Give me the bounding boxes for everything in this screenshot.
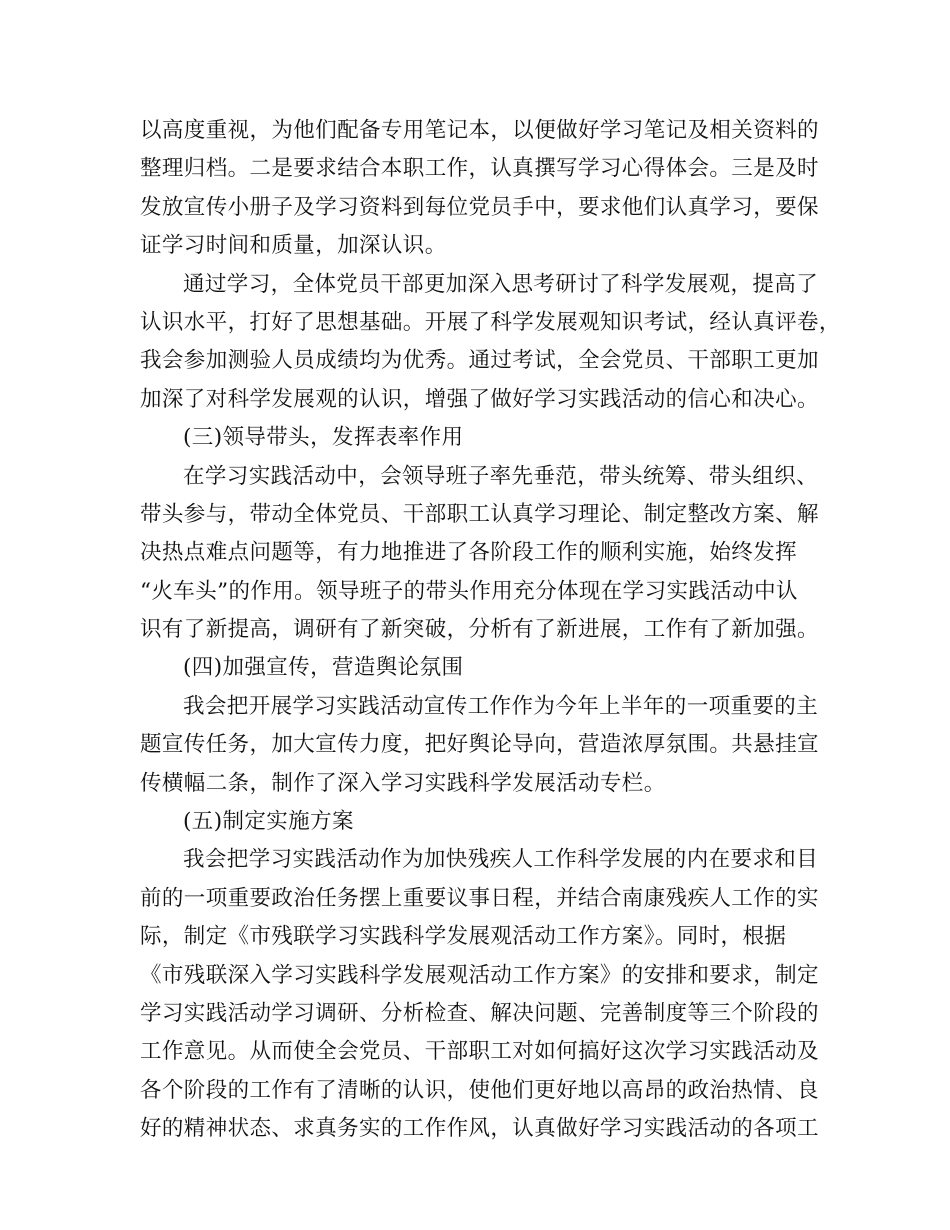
paragraph-first-line: 我会把开展学习实践活动宣传工作作为今年上半年的一项重要的主 (183, 693, 819, 719)
text-line: 决热点难点问题等，有力地推进了各阶段工作的顺利实施，始终发挥 (140, 540, 798, 566)
text-line: 整理归档。二是要求结合本职工作，认真撰写学习心得体会。三是及时 (140, 156, 819, 182)
text-line: 际，制定《市残联学习实践科学发展观活动工作方案》。同时，根据 (140, 924, 787, 950)
text-line: “火车头”的作用。领导班子的带头作用充分体现在学习实践活动中认 (140, 578, 798, 604)
paragraph-first-line: 在学习实践活动中，会领导班子率先垂范，带头统筹、带头组织、 (183, 463, 819, 489)
text-line: 发放宣传小册子及学习资料到每位党员手中，要求他们认真学习，要保 (140, 194, 819, 220)
text-line: 前的一项重要政治任务摆上重要议事日程，并结合南康残疾人工作的实 (140, 885, 819, 911)
text-line: 识有了新提高，调研有了新突破，分析有了新进展，工作有了新加强。 (140, 617, 819, 643)
text-line: 题宣传任务，加大宣传力度，把好舆论导向，营造浓厚氛围。共悬挂宣 (140, 732, 819, 758)
text-line: 工作意见。从而使全会党员、干部职工对如何搞好这次学习实践活动及 (140, 1039, 819, 1065)
section-heading: (四)加强宣传，营造舆论氛围 (183, 655, 464, 681)
paragraph-first-line: 我会把学习实践活动作为加快残疾人工作科学发展的内在要求和目 (183, 847, 819, 873)
section-heading: (五)制定实施方案 (183, 809, 354, 835)
text-line: 认识水平，打好了思想基础。开展了科学发展观知识考试，经认真评卷， (140, 309, 841, 335)
text-line: 《市残联深入学习实践科学发展观活动工作方案》的安排和要求，制定 (140, 962, 819, 988)
text-line: 传横幅二条，制作了深入学习实践科学发展活动专栏。 (140, 770, 666, 796)
text-line: 以高度重视，为他们配备专用笔记本，以便做好学习笔记及相关资料的 (140, 118, 819, 143)
section-heading: (三)领导带头，发挥表率作用 (183, 425, 464, 451)
paragraph-first-line: 通过学习，全体党员干部更加深入思考研讨了科学发展观，提高了 (183, 271, 819, 297)
text-line: 好的精神状态、求真务实的工作作风，认真做好学习实践活动的各项工 (140, 1116, 819, 1142)
body-text (140, 112, 841, 1149)
text-line: 学习实践活动学习调研、分析检查、解决问题、完善制度等三个阶段的 (140, 1000, 819, 1026)
text-line: 我会参加测验人员成绩均为优秀。通过考试，全会党员、干部职工更加 (140, 348, 819, 374)
text-line: 各个阶段的工作有了清晰的认识，使他们更好地以高昂的政治热情、良 (140, 1077, 819, 1103)
text-line: 加深了对科学发展观的认识，增强了做好学习实践活动的信心和决心。 (140, 386, 819, 412)
text-line: 证学习时间和质量，加深认识。 (140, 233, 447, 259)
text-line: 带头参与，带动全体党员、干部职工认真学习理论、制定整改方案、解 (140, 501, 819, 527)
